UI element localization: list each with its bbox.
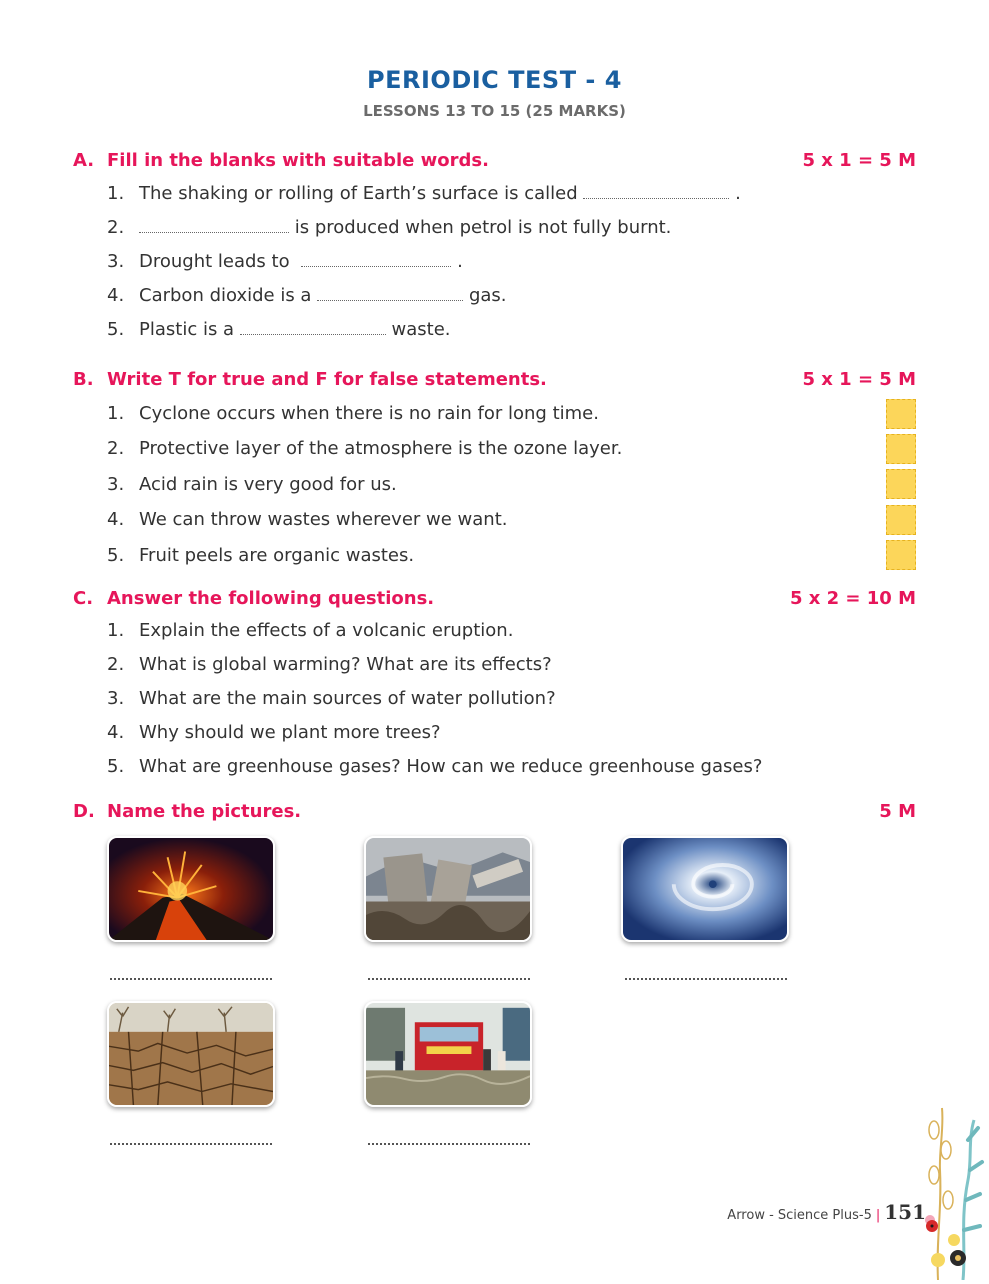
- answer-blank[interactable]: [139, 218, 289, 233]
- true-false-item: 4. We can throw wastes wherever we want.: [107, 509, 508, 530]
- section-b-letter: B.: [73, 369, 94, 390]
- fill-blank-item: 1. The shaking or rolling of Earth’s surface is called .: [107, 183, 741, 204]
- tf-answer-box[interactable]: [886, 399, 916, 429]
- earthquake-picture: [364, 836, 532, 942]
- true-false-item: 2. Protective layer of the atmosphere is the ozone layer.: [107, 438, 623, 459]
- section-b-heading: [73, 369, 547, 390]
- section-a-letter: A.: [73, 150, 95, 171]
- picture-answer-line[interactable]: [368, 976, 530, 980]
- section-c-letter: C.: [73, 588, 94, 609]
- question-item: 3. What are the main sources of water pollution?: [107, 688, 556, 709]
- footer-separator: |: [875, 1208, 881, 1223]
- tf-answer-box[interactable]: [886, 540, 916, 570]
- fill-blank-item: 3. Drought leads to .: [107, 251, 463, 272]
- true-false-item: 3. Acid rain is very good for us.: [107, 474, 397, 495]
- question-item: 5. What are greenhouse gases? How can we reduce greenhouse gases?: [107, 756, 763, 777]
- section-c-marks: 5 x 2 = 10 M: [789, 588, 916, 609]
- drought-picture: [107, 1001, 275, 1107]
- page-number: 151: [884, 1200, 926, 1224]
- floral-decoration: [918, 1100, 989, 1280]
- fill-blank-item: 5. Plastic is a waste.: [107, 319, 451, 340]
- answer-blank[interactable]: [240, 320, 386, 335]
- true-false-item: 5. Fruit peels are organic wastes.: [107, 545, 415, 566]
- section-a-heading: [73, 150, 489, 171]
- section-d-heading: [73, 801, 301, 822]
- question-item: 4. Why should we plant more trees?: [107, 722, 441, 743]
- true-false-item: 1. Cyclone occurs when there is no rain for long time.: [107, 403, 599, 424]
- tf-answer-box[interactable]: [886, 505, 916, 535]
- page-title: PERIODIC TEST - 4: [367, 66, 622, 94]
- page-subtitle: LESSONS 13 TO 15 (25 MARKS): [363, 102, 626, 120]
- picture-answer-line[interactable]: [110, 1141, 272, 1145]
- tf-answer-box[interactable]: [886, 434, 916, 464]
- section-d-title: Name the pictures.: [107, 801, 302, 822]
- flood-picture: [364, 1001, 532, 1107]
- section-c-title: Answer the following questions.: [107, 588, 435, 609]
- picture-answer-line[interactable]: [110, 976, 272, 980]
- section-d-marks: 5 M: [879, 801, 916, 822]
- answer-blank[interactable]: [317, 286, 463, 301]
- section-b-marks: 5 x 1 = 5 M: [802, 369, 916, 390]
- section-a-marks: 5 x 1 = 5 M: [802, 150, 916, 171]
- page-footer: [727, 1200, 926, 1224]
- picture-answer-line[interactable]: [368, 1141, 530, 1145]
- volcano-picture: [107, 836, 275, 942]
- section-c-heading: [73, 588, 434, 609]
- answer-blank[interactable]: [301, 252, 451, 267]
- fill-blank-item: 2. is produced when petrol is not fully burnt.: [107, 217, 672, 238]
- question-item: 2. What is global warming? What are its effects?: [107, 654, 552, 675]
- section-a-title: Fill in the blanks with suitable words.: [107, 150, 489, 171]
- book-title: Arrow - Science Plus-5: [727, 1208, 872, 1223]
- question-item: 1. Explain the effects of a volcanic eruption.: [107, 620, 514, 641]
- cyclone-picture: [621, 836, 789, 942]
- fill-blank-item: 4. Carbon dioxide is a gas.: [107, 285, 507, 306]
- picture-answer-line[interactable]: [625, 976, 787, 980]
- answer-blank[interactable]: [583, 184, 729, 199]
- section-d-letter: D.: [73, 801, 95, 822]
- tf-answer-box[interactable]: [886, 469, 916, 499]
- section-b-title: Write T for true and F for false statements.: [107, 369, 547, 390]
